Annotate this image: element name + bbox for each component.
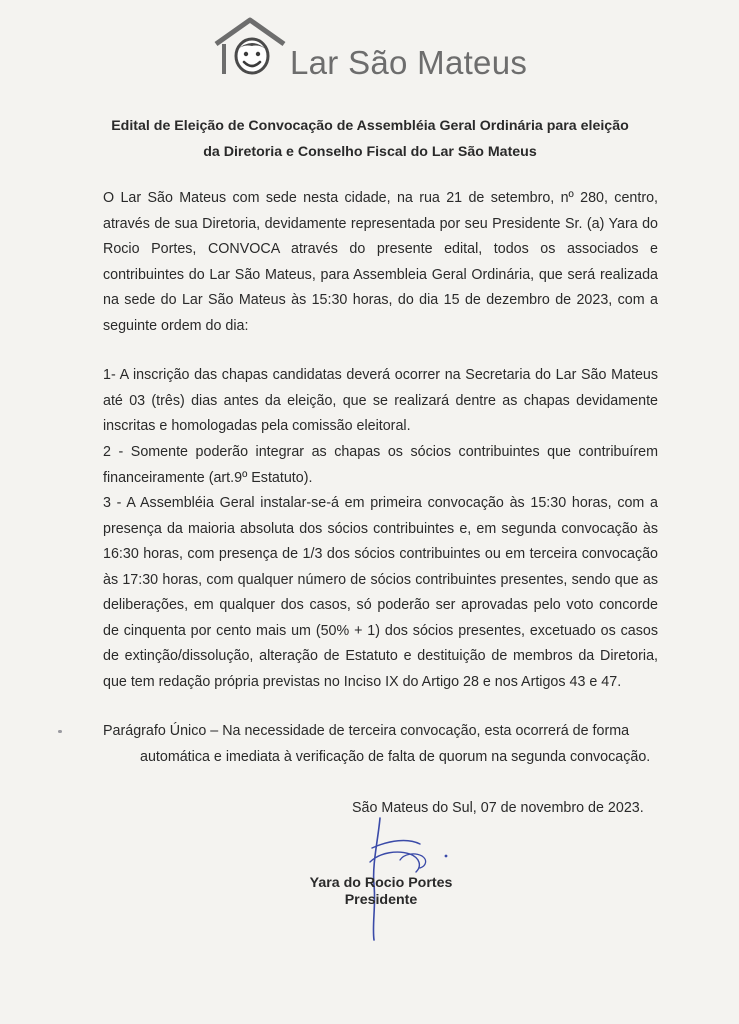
signatory-name: Yara do Rocio Portes: [309, 875, 453, 891]
paragrafo-unico: [103, 719, 658, 770]
item-2-paragraph: 2 - Somente poderão integrar as chapas os sócios contribuintes que contribuírem financeiramente (art.9º Estatuto).: [103, 444, 658, 486]
intro-paragraph: O Lar São Mateus com sede nesta cidade, na rua 21 de setembro, nº 280, centro, através de sua Diretoria, devidamente representada por seu Presidente Sr. (a) Yara do Rocio Portes, CONVOCA através do presente edital, todos os associados e contribuintes do Lar São Mateus, para Assembleia Geral Ordinária, que será realizada na sede do Lar São Mateus às 15:30 horas, do dia 15 de dezembro de 2023, com a seguinte ordem do dia:: [103, 190, 658, 334]
paragrafo-unico-line-1: Parágrafo Único – Na necessidade de terceira convocação, esta ocorrerá de forma: [103, 723, 630, 739]
place-and-date: São Mateus do Sul, 07 de novembro de 2023.: [352, 800, 644, 816]
item-3-paragraph: 3 - A Assembléia Geral instalar-se-á em primeira convocação às 15:30 horas, com a presença da maioria absoluta dos sócios contribuintes e, em segunda convocação às 16:30 horas, com presença de 1/3 dos sócios contribuintes ou em terceira convocação às 17:30 horas, com qualquer número de sócios contribuintes presentes, sendo que as deliberações, em qualquer dos casos, só poderão ser aprovadas pelo voto concorde de cinquenta por cento mais um (50% + 1) dos sócios presentes, excetuado os casos de extinção/dissolução, alteração de Estatuto e destituição de membros da Diretoria, que tem redação própria previstas no Inciso IX do Artigo 28 e nos Artigos 43 e 47.: [103, 495, 658, 690]
item-1-paragraph: 1- A inscrição das chapas candidatas deverá ocorrer na Secretaria do Lar São Mateus até 03 (três) dias antes da eleição, que se realizará dentre as chapas devidamente inscritas e homologadas pela comissão eleitoral.: [103, 367, 658, 434]
house-with-smiling-face-icon: [212, 14, 288, 80]
scan-mark: [58, 730, 62, 733]
document-title-line-2: da Diretoria e Conselho Fiscal do Lar São Mateus: [203, 144, 537, 160]
signatory-role: Presidente: [344, 892, 418, 908]
logo: [212, 14, 562, 84]
logo-text: Lar São Mateus: [290, 44, 528, 81]
paragrafo-unico-line-2: automática e imediata à verificação de falta de quorum na segunda convocação.: [140, 748, 651, 765]
document-title-line-1: Edital de Eleição de Convocação de Assembléia Geral Ordinária para eleição: [111, 118, 629, 134]
